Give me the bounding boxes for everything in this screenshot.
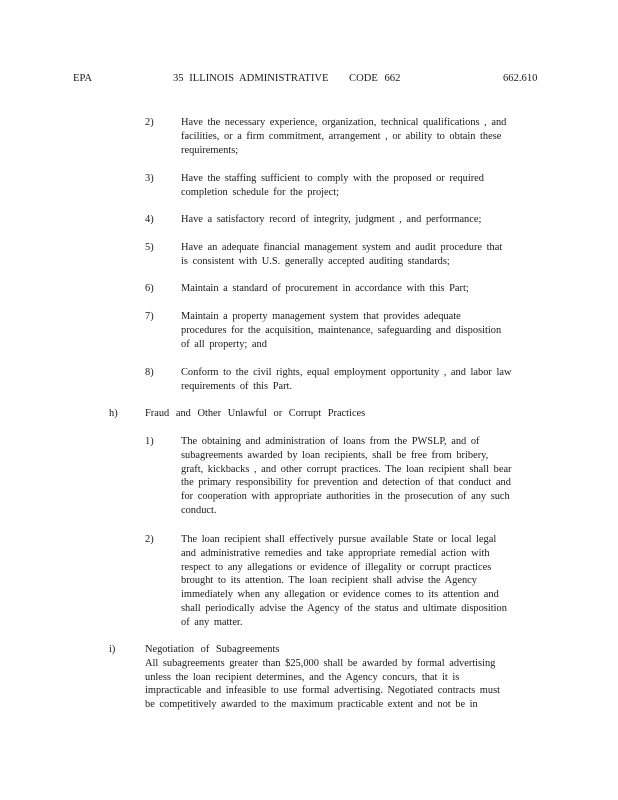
- section-body: All subagreements greater than $25,000 shall be awarded by formal advertising unless the loan recipient determines, and the Agency concurs, that it is impracticable and infeasible to use formal advertising. Negotiated contracts must be competitively awarded to the maximum practicable extent and not be in: [145, 657, 501, 711]
- item-text: Maintain a standard of procurement in accordance with this Part;: [181, 283, 469, 294]
- section-title: Negotiation of Subagreements: [145, 644, 280, 655]
- header-code: CODE 662: [349, 73, 401, 84]
- item-number: 4): [145, 214, 154, 225]
- item-text: Have the staffing sufficient to comply with the proposed or required completion schedule for the project;: [181, 173, 484, 198]
- header-section-number: 662.610: [503, 73, 538, 84]
- item-number: 2): [145, 117, 154, 128]
- item-number: 2): [145, 534, 154, 545]
- item-number: 6): [145, 283, 154, 294]
- item-text: Conform to the civil rights, equal employment opportunity , and labor law requirements of this Part.: [181, 367, 512, 392]
- item-text: The obtaining and administration of loans from the PWSLP, and of subagreements awarded by loan recipients, shall be free from bribery, graft, kickbacks , and other corrupt practices. The loan recipient shall bear the primary responsibility for prevention and detection of that conduct and for cooperation with appropriate authorities in the prosecution of any such conduct.: [181, 436, 512, 516]
- list-item: [145, 116, 545, 158]
- list-item: [145, 241, 545, 269]
- item-number: 7): [145, 311, 154, 322]
- section-label: h): [109, 408, 118, 419]
- list-item: [145, 435, 545, 519]
- list-item: [145, 213, 545, 227]
- list-item: [145, 533, 545, 631]
- item-number: 8): [145, 367, 154, 378]
- item-text: The loan recipient shall effectively pursue available State or local legal and administrative remedies and take appropriate remedial action with respect to any allegations or evidence of illegality or corrupt practices brought to its attention. The loan recipient shall advise the Agency immediately when any allegation or evidence comes to its attention and shall periodically advise the Agency of the status and ultimate disposition of any matter.: [181, 534, 507, 628]
- section-heading: [109, 407, 549, 421]
- page-header: [0, 73, 618, 87]
- list-item: [145, 366, 545, 394]
- item-text: Have the necessary experience, organization, technical qualifications , and facilities, or a firm commitment, arrangement , or ability to obtain these requirements;: [181, 117, 507, 156]
- item-text: Have a satisfactory record of integrity, judgment , and performance;: [181, 214, 482, 225]
- item-number: 1): [145, 436, 154, 447]
- item-text: Maintain a property management system that provides adequate procedures for the acquisition, maintenance, safeguarding and disposition of all property; and: [181, 311, 502, 350]
- header-agency: EPA: [73, 73, 93, 84]
- section-label: i): [109, 644, 116, 655]
- item-number: 3): [145, 173, 154, 184]
- section-title: Fraud and Other Unlawful or Corrupt Practices: [145, 408, 366, 419]
- list-item: [145, 172, 545, 200]
- list-item: [145, 310, 545, 352]
- item-number: 5): [145, 242, 154, 253]
- section-block: [109, 643, 549, 713]
- header-title: 35 ILLINOIS ADMINISTRATIVE: [173, 73, 329, 84]
- list-item: [145, 282, 545, 296]
- item-text: Have an adequate financial management system and audit procedure that is consistent with U.S. generally accepted auditing standards;: [181, 242, 503, 267]
